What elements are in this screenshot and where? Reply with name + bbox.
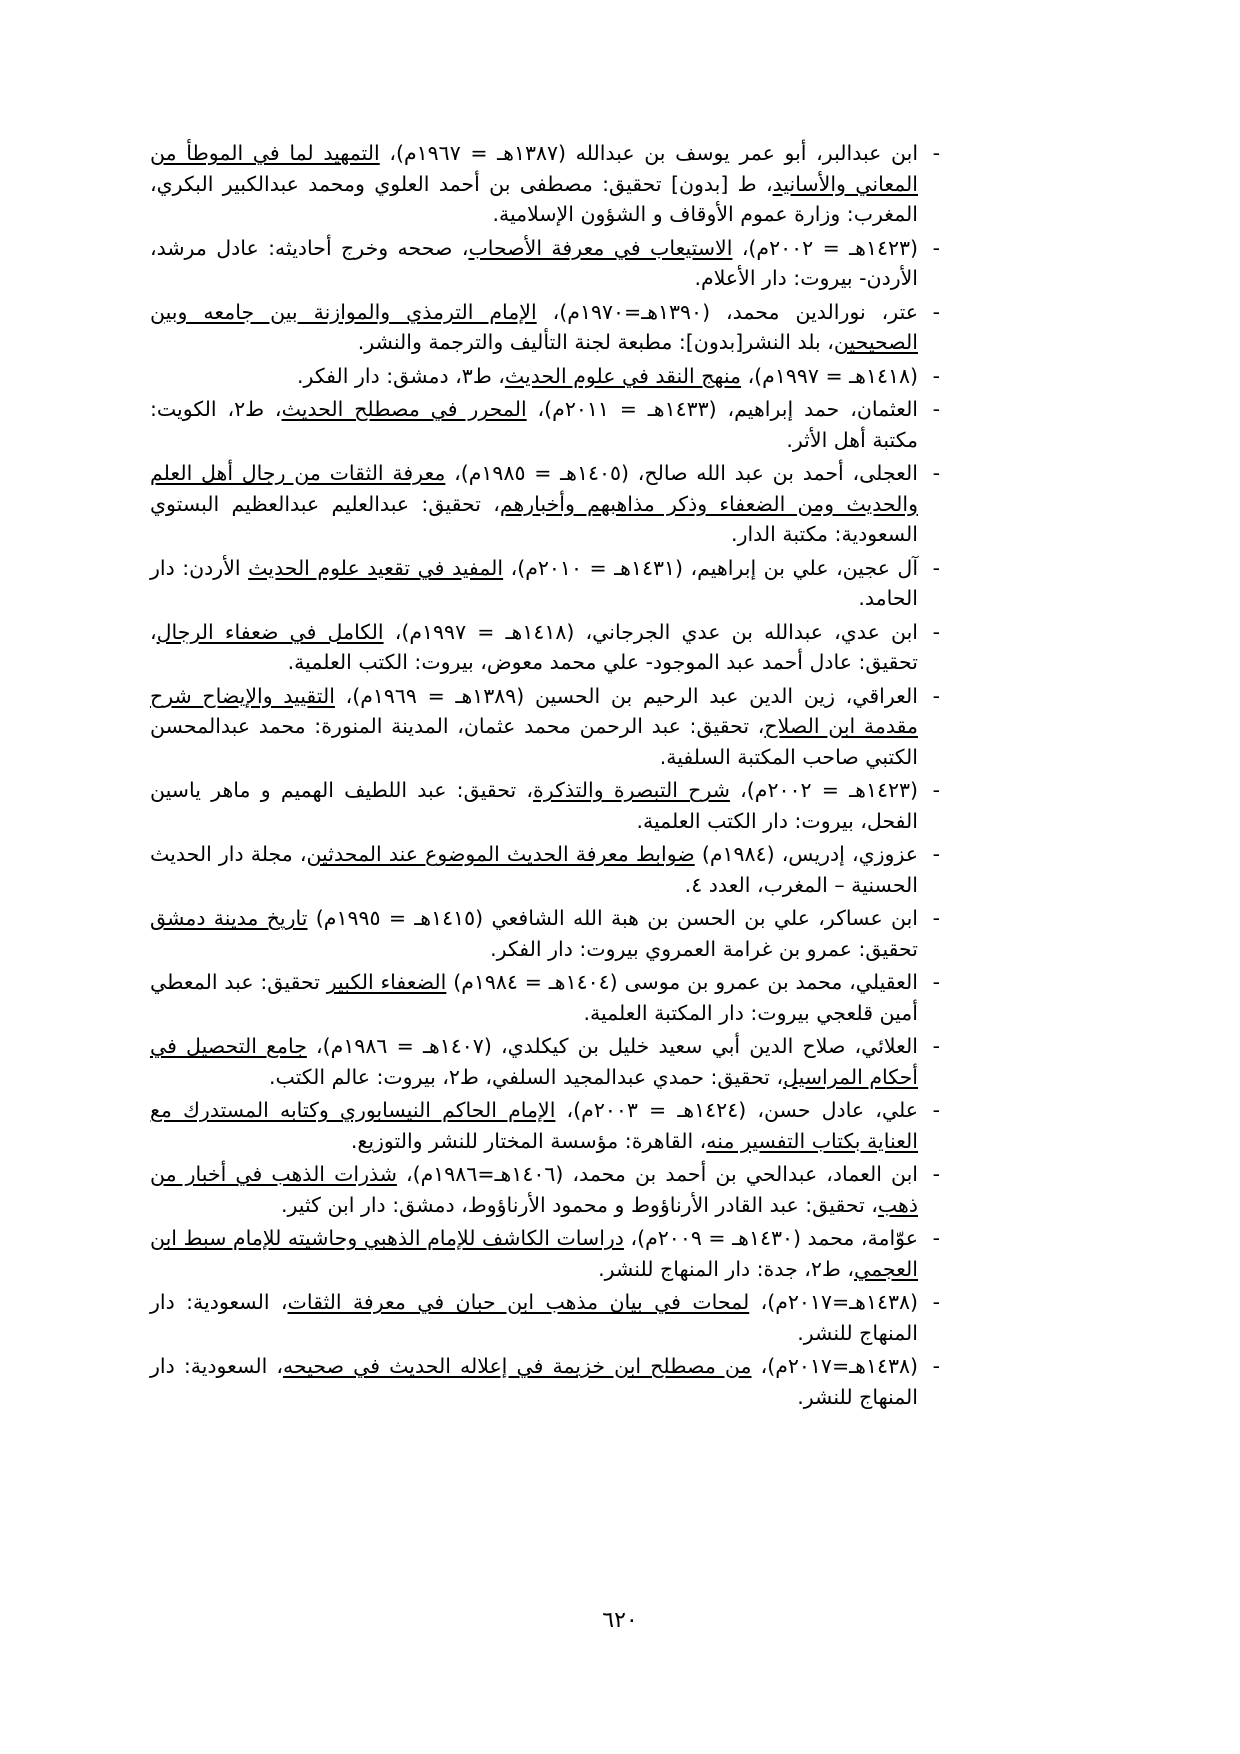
entry-title: جامع التحصيل في أحكام المراسيل — [150, 1034, 918, 1089]
entry-author-date: ابن عدي، عبدالله بن عدي الجرجاني، (١٤١٨هـ = ١٩٩٧م)، — [383, 619, 918, 644]
list-dash: - — [932, 1098, 940, 1122]
entry-author-date: (١٤٣٨هـ=٢٠١٧م)، — [751, 1354, 918, 1378]
entry-author-date: عزوزي، إدريس، (١٩٨٤م) — [694, 842, 918, 866]
entry-author-date: عوّامة، محمد (١٤٣٠هـ = ٢٠٠٩م)، — [623, 1226, 919, 1250]
bibliography-entry — [150, 1031, 940, 1092]
entry-publication: الأردن: دار الحامد. — [150, 555, 918, 610]
list-dash: - — [932, 363, 940, 388]
bibliography-entry — [150, 1095, 940, 1156]
list-dash: - — [932, 970, 940, 994]
entry-publication: ، تحقيق: عادل أحمد عبد الموجود- علي محمد معوض، بيروت: الكتب العلمية. — [150, 619, 918, 674]
list-dash: - — [932, 299, 940, 324]
entry-title: دراسات الكاشف للإمام الذهبي وحاشيته للإمام سبط ابن العجمي — [150, 1226, 918, 1281]
entry-title: التمهيد لما في الموطأ من المعاني والأسانيد — [150, 141, 919, 196]
bibliography-entry — [150, 458, 940, 550]
entry-publication: ، القاهرة: مؤسسة المختار للنشر والتوزيع. — [350, 1128, 707, 1153]
list-dash: - — [932, 461, 940, 485]
entry-author-date: (١٤٢٣هـ = ٢٠٠٢م)، — [729, 778, 918, 802]
list-dash: - — [932, 906, 940, 930]
entry-title: منهج النقد في علوم الحديث — [504, 363, 742, 388]
entry-publication: تحقيق: عمرو بن غرامة العمروي بيروت: دار الفكر. — [490, 936, 918, 961]
entry-author-date: العجلى، أحمد بن عبد الله صالح، (١٤٠٥هـ = ١٩٨٥م)، — [445, 461, 919, 485]
entry-publication: ، تحقيق: حمدي عبدالمجيد السلفي، ط٢، بيروت: عالم الكتب. — [268, 1064, 784, 1089]
entry-author-date: العلائي، صلاح الدين أبي سعيد خليل بن كيكلدي، (١٤٠٧هـ = ١٩٨٦م)، — [306, 1034, 918, 1058]
bibliography-entry — [150, 903, 940, 964]
entry-publication: ، مجلة دار الحديث الحسنية – المغرب، العدد ٤. — [150, 842, 918, 897]
list-dash: - — [932, 1354, 940, 1378]
entry-title: المحرر في مصطلح الحديث — [281, 397, 527, 421]
entry-publication: ، السعودية: دار المنهاج للنشر. — [150, 1290, 918, 1345]
entry-title: المفيد في تقعيد علوم الحديث — [248, 555, 504, 580]
entry-publication: ، السعودية: دار المنهاج للنشر. — [150, 1354, 918, 1409]
list-dash: - — [932, 1290, 940, 1314]
bibliography-entry — [150, 553, 940, 614]
entry-author-date: ابن عساكر، علي بن الحسن بن هبة الله الشافعي (١٤١٥هـ = ١٩٩٥م) — [307, 906, 918, 930]
list-dash: - — [932, 235, 940, 260]
entry-author-date: (١٤٢٣هـ = ٢٠٠٢م)، — [732, 235, 918, 260]
bibliography-entry — [150, 394, 940, 455]
entry-publication: ، صححه وخرج أحاديثه: عادل مرشد، الأردن- بيروت: دار الأعلام. — [150, 235, 918, 290]
entry-publication: ، تحقيق: عبدالعليم عبدالعظيم البستوي السعودية: مكتبة الدار. — [150, 491, 918, 546]
entry-publication: ، تحقيق: عبد القادر الأرناؤوط و محمود الأرناؤوط، دمشق: دار ابن كثير. — [280, 1192, 878, 1217]
entry-title: لمحات في بيان مذهب ابن حبان في معرفة الثقات — [287, 1290, 750, 1314]
list-dash: - — [932, 1162, 940, 1186]
entry-publication: ، تحقيق: عبد اللطيف الهميم و ماهر ياسين الفحل، بيروت: دار الكتب العلمية. — [150, 778, 918, 833]
document-page — [150, 138, 940, 1638]
list-dash: - — [932, 1226, 940, 1250]
entry-title: شرح التبصرة والتذكرة — [533, 778, 730, 802]
bibliography-entry — [150, 1159, 940, 1220]
entry-title: من مصطلح ابن خزيمة في إعلاله الحديث في صحيحه — [282, 1354, 752, 1378]
entry-author-date: العراقي، زين الدين عبد الرحيم بن الحسين (١٣٨٩هـ = ١٩٦٩م)، — [334, 683, 918, 708]
entry-title: تاريخ مدينة دمشق — [150, 906, 308, 930]
entry-author-date: (١٤٣٨هـ=٢٠١٧م)، — [749, 1290, 918, 1314]
entry-publication: ، ط٣، دمشق: دار الفكر. — [297, 363, 505, 388]
entry-author-date: العقيلي، محمد بن عمرو بن موسى (١٤٠٤هـ = ١٩٨٤م) — [446, 970, 918, 994]
list-dash: - — [932, 842, 940, 866]
entry-author-date: علي، عادل حسن، (١٤٢٤هـ = ٢٠٠٣م)، — [555, 1098, 919, 1122]
bibliography-entry — [150, 1223, 940, 1284]
page-number: ٦٢٠ — [602, 1608, 638, 1633]
entry-title: الكامل في ضعفاء الرجال — [156, 619, 384, 644]
entry-publication: تحقيق: عبد المعطي أمين قلعجي بيروت: دار المكتبة العلمية. — [150, 970, 918, 1025]
entry-title: التقييد والإيضاح شرح مقدمة ابن الصلاح — [150, 683, 919, 738]
entry-publication: ، تحقيق: عبد الرحمن محمد عثمان، المدينة المنورة: محمد عبدالمحسن الكتبي صاحب المكتبة السلفية. — [150, 714, 918, 769]
list-dash: - — [932, 1034, 940, 1058]
bibliography-entry — [150, 617, 940, 678]
list-dash: - — [932, 619, 940, 644]
entry-title: الإمام الترمذي والموازنة بين جامعه وبين الصحيحين — [150, 299, 918, 354]
list-dash: - — [932, 397, 940, 421]
bibliography-entry — [150, 681, 940, 773]
bibliography-entry — [150, 839, 940, 900]
bibliography-entry — [150, 775, 940, 836]
bibliography-entry — [150, 967, 940, 1028]
entry-author-date: العثمان، حمد إبراهيم، (١٤٣٣هـ = ٢٠١١م)، — [526, 397, 919, 421]
entry-title: الإمام الحاكم النيسابوري وكتابه المستدرك مع العناية بكتاب التفسير منه — [150, 1098, 918, 1153]
entry-author-date: آل عجين، علي بن إبراهيم، (١٤٣١هـ = ٢٠١٠م)، — [503, 555, 919, 580]
bibliography-entry — [150, 233, 940, 294]
entry-title: شذرات الذهب في أخبار من ذهب — [150, 1162, 918, 1217]
entry-author-date: ابن العماد، عبدالحي بن أحمد بن محمد، (١٤٠٦هـ=١٩٨٦م)، — [396, 1162, 918, 1186]
entry-publication: ، ط٢، الكويت: مكتبة أهل الأثر. — [150, 397, 918, 452]
list-dash: - — [932, 555, 940, 580]
bibliography-entry — [150, 1351, 940, 1412]
entry-author-date: (١٤١٨هـ = ١٩٩٧م)، — [741, 363, 918, 388]
bibliography-entry — [150, 138, 940, 230]
list-dash: - — [932, 683, 940, 708]
bibliography-entry — [150, 361, 940, 392]
entry-author-date: ابن عبدالبر، أبو عمر يوسف بن عبدالله (١٣٨٧هـ = ١٩٦٧م)، — [379, 141, 919, 165]
entry-title: معرفة الثقات من رجال أهل العلم والحديث ومن الضعفاء وذكر مذاهبهم وأخبارهم — [150, 461, 919, 516]
entry-title: ضوابط معرفة الحديث الموضوع عند المحدثين — [306, 842, 695, 866]
bibliography-list — [150, 138, 940, 1412]
entry-publication: ، ط [بدون] تحقيق: مصطفى بن أحمد العلوي ومحمد عبدالكبير البكري، المغرب: وزارة عموم الأوقاف و الشؤون الإسلامية. — [150, 171, 918, 226]
list-dash: - — [932, 778, 940, 802]
entry-title: الاستيعاب في معرفة الأصحاب — [468, 235, 733, 260]
bibliography-entry — [150, 1287, 940, 1348]
entry-publication: ، بلد النشر[بدون]: مطبعة لجنة التأليف والترجمة والنشر. — [357, 330, 834, 354]
list-dash: - — [932, 141, 940, 165]
entry-title: الضعفاء الكبير — [326, 970, 447, 994]
entry-publication: ، ط٢، جدة: دار المنهاج للنشر. — [598, 1256, 854, 1281]
entry-author-date: عتر، نورالدين محمد، (١٣٩٠هـ=١٩٧٠م)، — [536, 299, 918, 324]
bibliography-entry — [150, 297, 940, 358]
